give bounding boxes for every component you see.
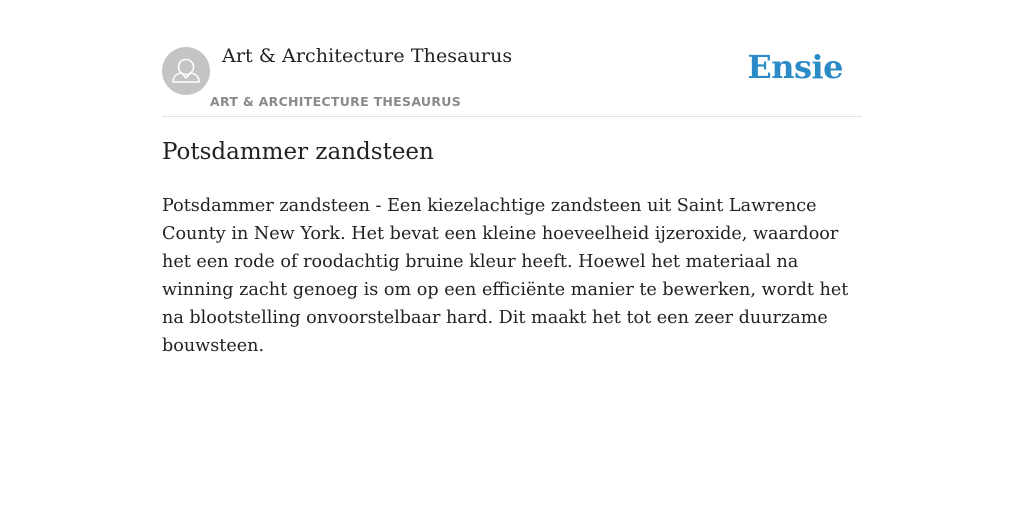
user-outline-icon [162, 47, 210, 95]
brand-logo[interactable]: Ensie [747, 48, 843, 86]
entry-body: Potsdammer zandsteen - Een kiezelachtige zandsteen uit Saint Lawrence County in New York. Het bevat een kleine hoeveelheid ijzeroxide, waardoor het een rode of roodachtig bruine kleur heeft. Hoewel het materiaal na winning zacht genoeg is om op een efficiënte manier te bewerken, wordt het na blootstelling onvoorstelbaar hard. Dit maakt het tot een zeer duurzame bouwsteen. [162, 196, 849, 356]
entry-header [162, 0, 862, 117]
source-subtitle: ART & ARCHITECTURE THESAURUS [210, 94, 462, 109]
avatar[interactable] [162, 47, 210, 95]
entry-title: Potsdammer zandsteen [162, 139, 434, 165]
source-title[interactable]: Art & Architecture Thesaurus [222, 45, 513, 67]
